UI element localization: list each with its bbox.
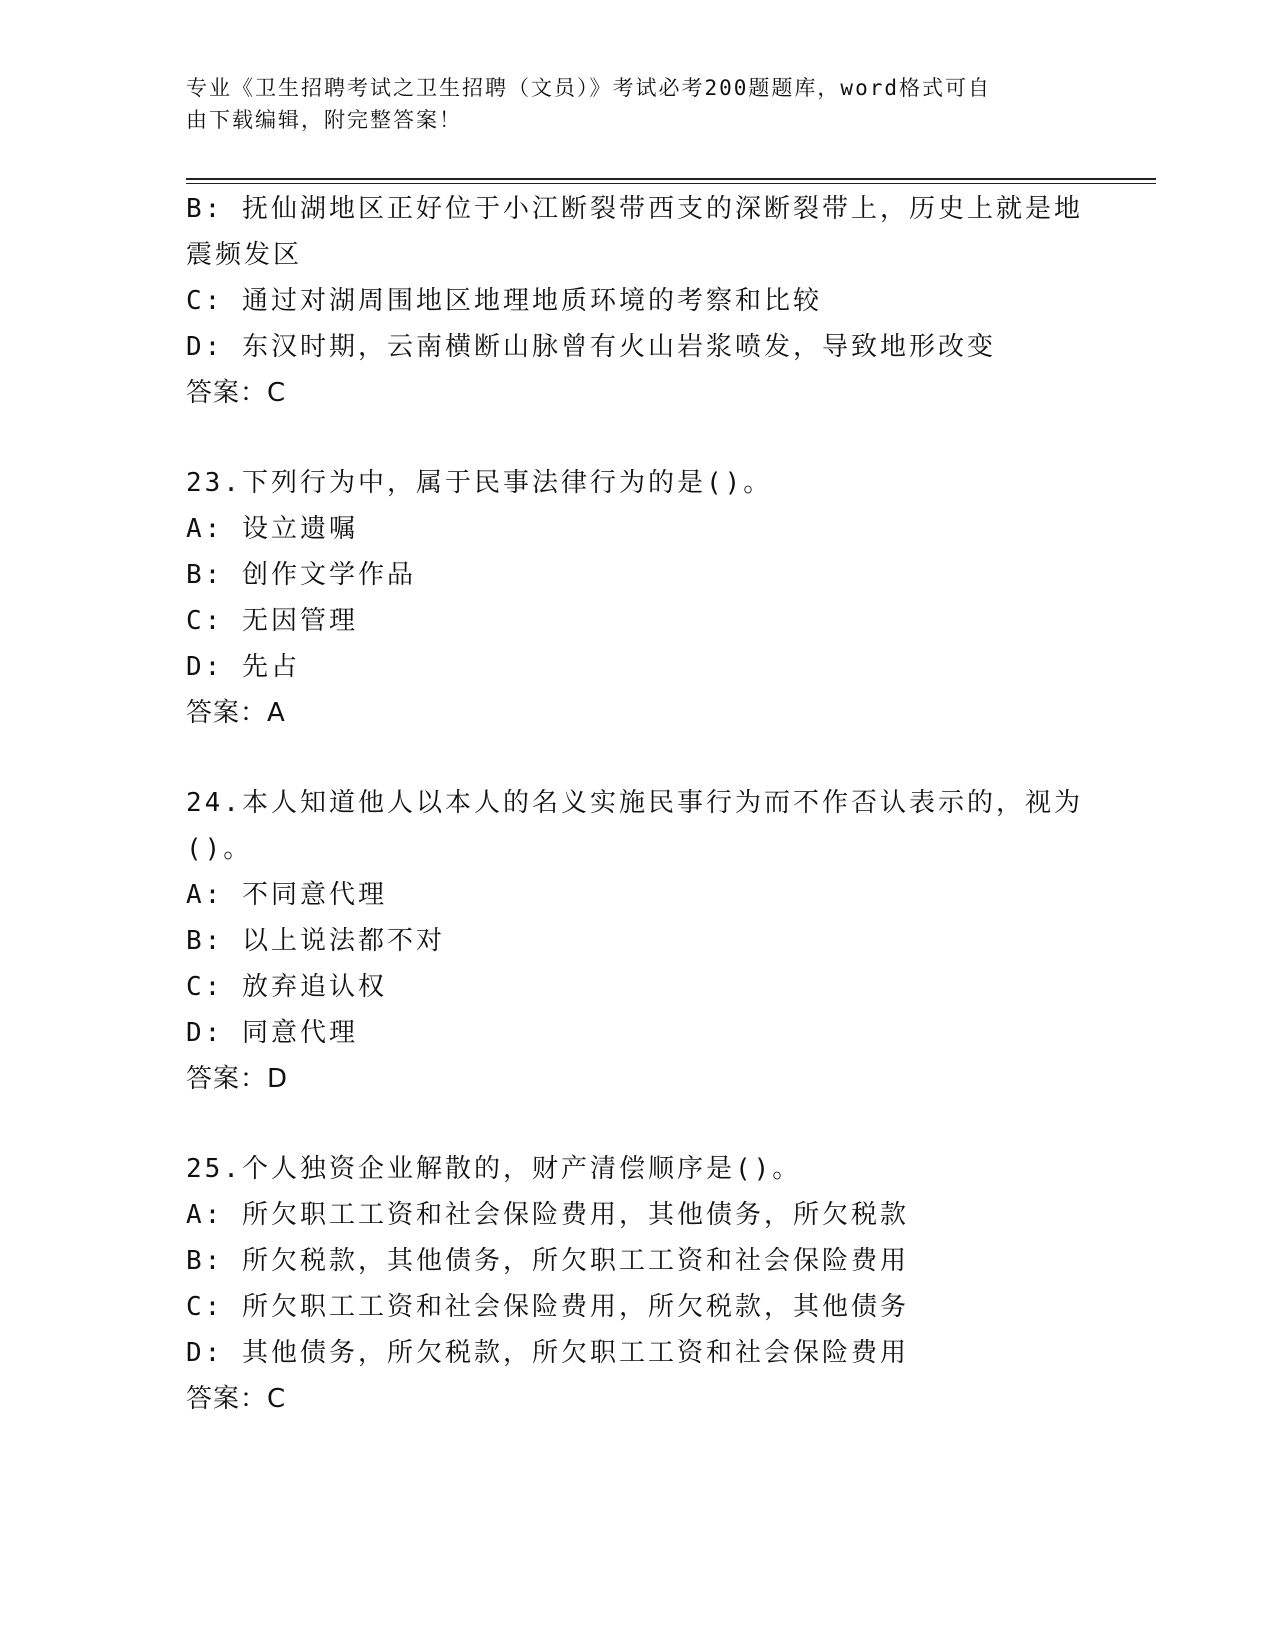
option-c: C: 所欠职工工资和社会保险费用，所欠税款，其他债务 — [186, 1292, 909, 1322]
option-a: A: 设立遗嘱 — [186, 514, 358, 544]
option-b: B: 以上说法都不对 — [186, 926, 445, 956]
spacer — [186, 1102, 1086, 1146]
question-stem: 25.个人独资企业解散的，财产清偿顺序是()。 — [186, 1154, 802, 1184]
question-23 — [186, 460, 1086, 736]
answer-line: 答案：A — [186, 698, 286, 728]
option-d: D: 先占 — [186, 652, 300, 682]
question-stem-line-2: ()。 — [186, 834, 253, 864]
spacer — [186, 736, 1086, 780]
option-a: A: 不同意代理 — [186, 880, 387, 910]
option-c: C: 通过对湖周围地区地理地质环境的考察和比较 — [186, 286, 822, 316]
answer-line: 答案：D — [186, 1064, 289, 1094]
option-b: B: 创作文学作品 — [186, 560, 416, 590]
header-line-1: 专业《卫生招聘考试之卫生招聘（文员）》考试必考200题题库，word格式可自 — [186, 76, 991, 100]
option-c: C: 放弃追认权 — [186, 972, 387, 1002]
answer-line: 答案：C — [186, 1384, 287, 1414]
option-d: D: 同意代理 — [186, 1018, 358, 1048]
header-divider-thin — [186, 183, 1156, 184]
previous-question-tail — [186, 186, 1086, 416]
question-stem: 23.下列行为中，属于民事法律行为的是()。 — [186, 468, 773, 498]
option-d: D: 东汉时期，云南横断山脉曾有火山岩浆喷发，导致地形改变 — [186, 332, 996, 362]
question-24 — [186, 780, 1086, 1102]
option-c: C: 无因管理 — [186, 606, 358, 636]
question-stem-line-1: 24.本人知道他人以本人的名义实施民事行为而不作否认表示的，视为 — [186, 788, 1083, 818]
option-b-line-1: B: 抚仙湖地区正好位于小江断裂带西支的深断裂带上，历史上就是地 — [186, 194, 1083, 224]
header-divider-thick — [186, 178, 1156, 180]
question-25 — [186, 1146, 1086, 1422]
option-a: A: 所欠职工工资和社会保险费用，其他债务，所欠税款 — [186, 1200, 909, 1230]
option-d: D: 其他债务，所欠税款，所欠职工工资和社会保险费用 — [186, 1338, 909, 1368]
option-b: B: 所欠税款，其他债务，所欠职工工资和社会保险费用 — [186, 1246, 909, 1276]
option-b-line-2: 震频发区 — [186, 240, 303, 270]
answer-line: 答案：C — [186, 378, 287, 408]
document-header — [186, 72, 1086, 136]
spacer — [186, 416, 1086, 460]
question-content — [186, 186, 1086, 1422]
header-line-2: 由下载编辑，附完整答案！ — [186, 108, 462, 132]
